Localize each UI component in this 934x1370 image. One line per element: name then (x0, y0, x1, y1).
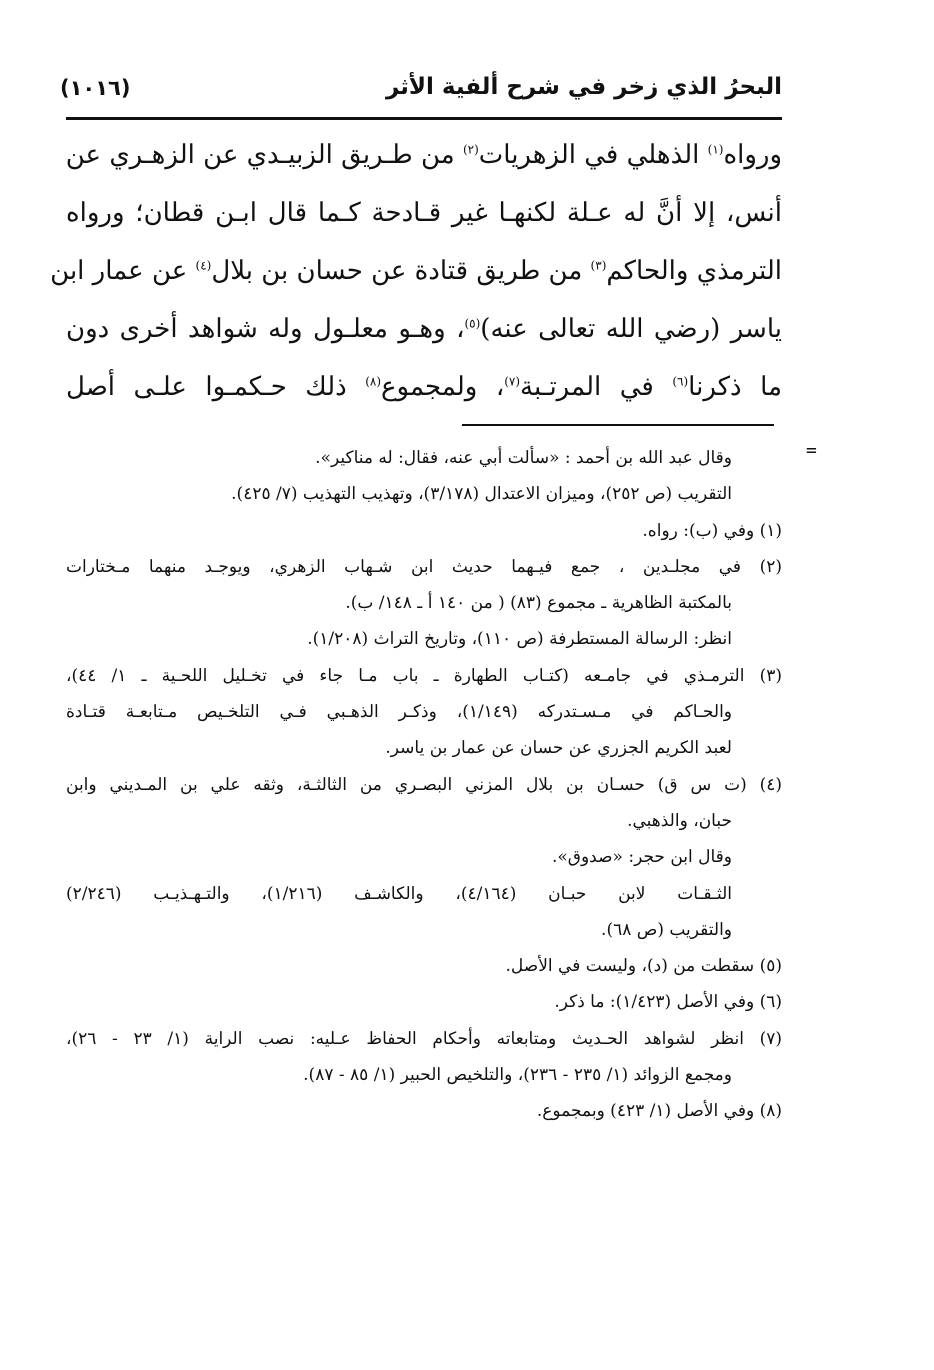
footnote-line: التقريب (ص ٢٥٢)، وميزان الاعتدال (٣/١٧٨)، وتهذيب التهذيب (٧/ ٤٢٥). (231, 484, 732, 505)
running-header (60, 66, 782, 116)
text-segment: ما ذكرنا (688, 372, 782, 402)
footnote-ref: (١) (707, 142, 724, 157)
footnotes-block (66, 440, 782, 1130)
text-segment: ذلك حـكمـوا علـى أصل (66, 372, 366, 402)
text-segment: الذهلي في الزهريات (478, 140, 708, 170)
header-rule (66, 117, 782, 120)
footnote-ref: (٢) (462, 142, 479, 157)
footnote-line: (٤) (ت س ق) حسـان بن بلال المزني البصـري من الثالثـة، وثقه علي بن المـديني وابن (66, 774, 782, 795)
footnote-ref: (٥) (464, 316, 481, 331)
footnote-line: (٢) في مجلـدين ، جمع فيـهما حديث ابن شـهاب الزهري، ويوجـد منهما مـختارات (66, 556, 782, 577)
main-text-line (66, 184, 782, 242)
text-segment: ورواه (723, 140, 782, 170)
text-segment: ، وهـو معلـول وله شواهد أخرى دون (66, 314, 465, 344)
footnote-line: (١) وفي (ب): رواه. (642, 520, 782, 541)
footnote-line: حبان، والذهبي. (627, 810, 732, 831)
footnote-line: انظر: الرسالة المستطرفة (ص ١١٠)، وتاريخ التراث (١/٢٠٨). (307, 629, 732, 650)
footnote-ref: (٣) (590, 258, 607, 273)
footnote-line: وقال ابن حجر: «صدوق». (551, 847, 732, 868)
footnote-ref: (٤) (195, 258, 212, 273)
footnote-line: وقال عبد الله بن أحمد : «سألت أبي عنه، فقال: له مناكير». (315, 448, 732, 468)
footnote-ref: (٨) (365, 374, 382, 389)
footnote-separator (462, 424, 774, 426)
footnote-line: (٥) سقطت من (د)، وليست في الأصل. (505, 956, 782, 977)
main-text-body (50, 126, 782, 416)
text-segment: ، ولمجموع (381, 372, 505, 402)
book-title: البحرُ الذي زخر في شرح ألفية الأثر (385, 74, 782, 100)
footnote-line: والحـاكم في مـسـتدركه (١/١٤٩)، وذكـر الذهـبي فـي التلخـيص مـتابعـة قتـادة (66, 702, 732, 723)
text-segment: عن عمار ابن (50, 256, 196, 286)
footnote-line: (٦) وفي الأصل (١/٤٢٣): ما ذكر. (554, 992, 782, 1013)
text-segment: من طـريق الزبيـدي عن الزهـري عن (65, 140, 463, 170)
footnote-line: والتقريب (ص ٦٨). (601, 919, 732, 940)
footnote-line: (٣) الترمـذي في جامـعه (كتـاب الطهارة ـ باب مـا جاء في تخـليل اللحـية ـ ١/ ٤٤)، (66, 665, 782, 686)
text-segment: أنس، إلا أنَّ له عـلة لكنهـا غير قـادحة كـما قال ابـن قطان؛ ورواه (66, 198, 782, 228)
main-text-line (66, 358, 782, 416)
footnote-ref: (٧) (504, 374, 521, 389)
text-segment: الترمذي والحاكم (606, 256, 782, 286)
text-segment: ياسر (رضي الله تعالى عنه) (480, 314, 782, 344)
text-segment: من طريق قتادة عن حسان بن بلال (211, 256, 591, 286)
main-text-line (66, 300, 782, 358)
footnote-line: لعبد الكريم الجزري عن حسان عن عمار بن ياسر. (385, 738, 732, 759)
main-text-line (50, 242, 782, 300)
footnote-line: (٨) وفي الأصل (١/ ٤٢٣) وبمجموع. (536, 1101, 782, 1122)
text-segment: في المرتـبة (520, 372, 673, 402)
footnote-line: الثـقـات لابن حبـان (٤/١٦٤)، والكاشـف (١/٢١٦)، والتـهـذيـب (٢/٢٤٦) (66, 883, 732, 904)
main-text-line (66, 126, 782, 184)
footnote-line: ومجمع الزوائد (١/ ٢٣٥ - ٢٣٦)، والتلخيص الحبير (١/ ٨٥ - ٨٧). (303, 1065, 732, 1086)
continuation-mark: = (806, 440, 817, 461)
page-number: (١٠١٦) (60, 76, 131, 100)
footnote-ref: (٦) (672, 374, 689, 389)
footnote-line: بالمكتبة الظاهرية ـ مجموع (٨٣) ( من ١٤٠ أ ـ ١٤٨/ ب). (345, 593, 732, 614)
footnote-line: (٧) انظر لشواهد الحـديث ومتابعاته وأحكام الحفاظ عـليه: نصب الراية (١/ ٢٣ - ٢٦)، (66, 1028, 782, 1049)
